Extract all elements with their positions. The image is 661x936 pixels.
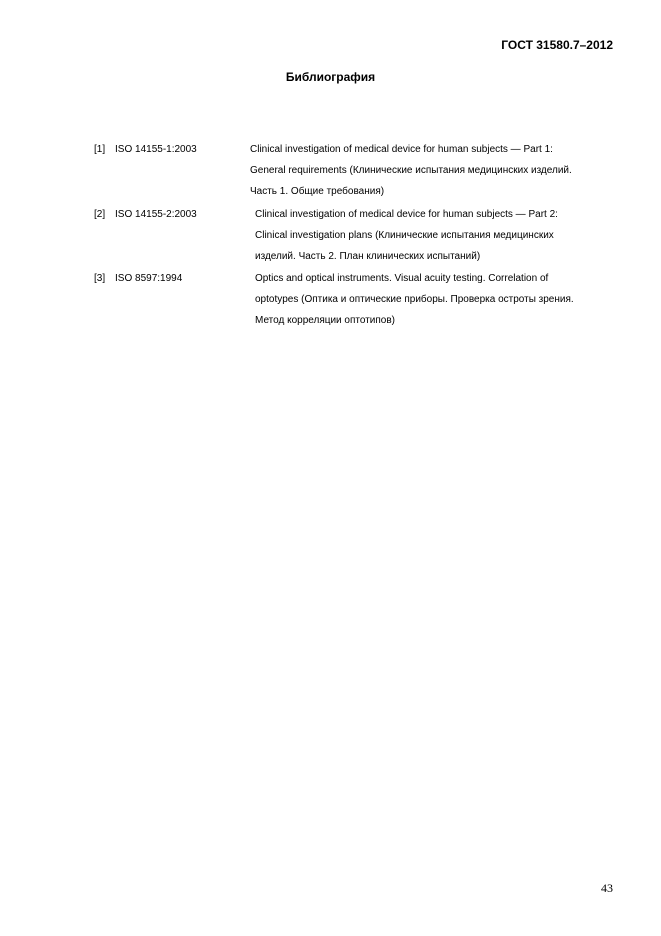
reference-number: [3] <box>94 273 106 284</box>
reference-description <box>250 139 618 202</box>
page-number: 43 <box>601 881 613 895</box>
reference-line: Clinical investigation plans (Клинические испытания медицинских <box>255 230 554 241</box>
reference-description <box>255 268 623 331</box>
reference-line: Clinical investigation of medical device for human subjects — Part 1: <box>250 144 553 155</box>
reference-code: ISO 14155-1:2003 <box>115 144 197 155</box>
reference-item <box>94 139 624 202</box>
reference-description <box>255 204 623 267</box>
reference-line: изделий. Часть 2. План клинических испытаний) <box>255 251 481 262</box>
reference-item <box>94 268 624 331</box>
reference-item <box>94 204 624 267</box>
reference-number: [2] <box>94 209 106 220</box>
reference-line: Метод корреляции оптотипов) <box>255 315 395 326</box>
document-code: ГОСТ 31580.7–2012 <box>501 38 613 52</box>
reference-number: [1] <box>94 144 106 155</box>
reference-code: ISO 8597:1994 <box>115 273 183 284</box>
reference-line: Optics and optical instruments. Visual acuity testing. Correlation of <box>255 273 549 284</box>
page-title: Библиография <box>285 70 376 84</box>
reference-line: General requirements (Клинические испытания медицинских изделий. <box>250 165 572 176</box>
reference-line: optotypes (Оптика и оптические приборы. Проверка остроты зрения. <box>255 294 574 305</box>
reference-line: Clinical investigation of medical device for human subjects — Part 2: <box>255 209 558 220</box>
reference-code: ISO 14155-2:2003 <box>115 209 197 220</box>
reference-line: Часть 1. Общие требования) <box>250 186 385 197</box>
